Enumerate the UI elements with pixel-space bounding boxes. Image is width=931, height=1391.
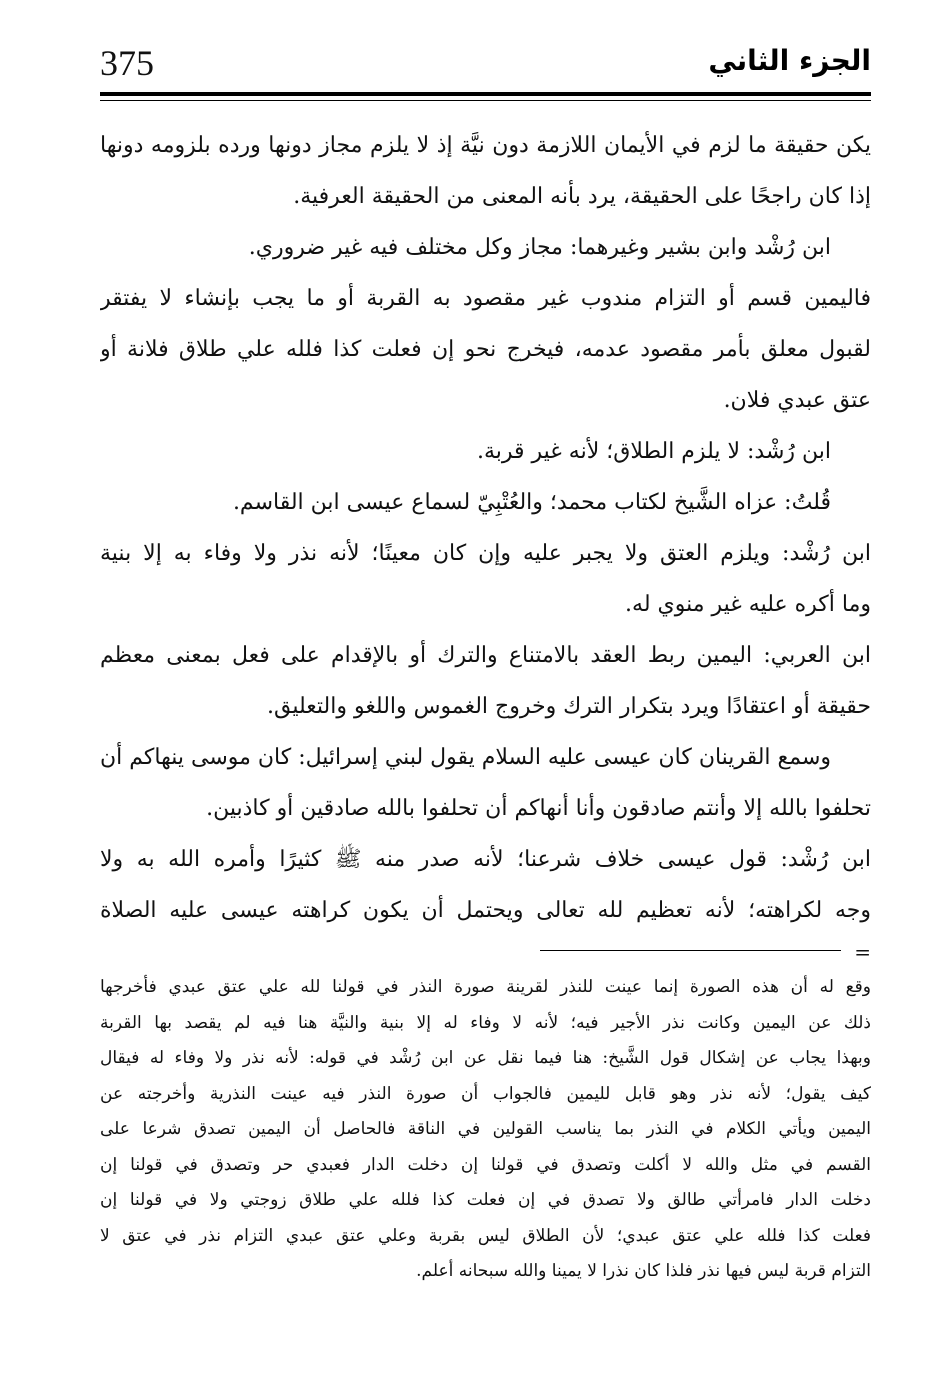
body-line: ابن رُشْد وابن بشير وغيرهما: مجاز وكل مختلف فيه غير ضروري. bbox=[248, 235, 831, 260]
footnote-line: وقع له أن هذه الصورة إنما عينت للنذر لقرينة صورة النذر في قولنا لله علي عتق عبدي فأخرجها bbox=[100, 977, 871, 997]
body-line: وسمع القرينان كان عيسى عليه السلام يقول لبني إسرائيل: كان موسى ينهاكم أن bbox=[100, 745, 831, 770]
footnote-separator-mark: = bbox=[854, 940, 871, 964]
body-line: تحلفوا بالله إلا وأنتم صادقون وأنا أنهاكم أن تحلفوا بالله صادقين أو كاذبين. bbox=[206, 796, 871, 821]
footnote-line: التزام قربة ليس فيها نذر فلذا كان نذرا لا يمينا والله سبحانه أعلم. bbox=[416, 1261, 871, 1281]
footnote-line: القسم في مثل والله لا أكلت وتصدق في قولنا إن دخلت الدار فعبدي حر وتصدق في قولنا إن bbox=[100, 1154, 871, 1175]
body-line: قُلتُ: عزاه الشَّيخ لكتاب محمد؛ والعُتْبِيّ لسماع عيسى ابن القاسم. bbox=[232, 490, 831, 515]
body-line: يكن حقيقة ما لزم في الأيمان اللازمة دون نيَّة إذ لا يلزم مجاز دونها ورده بلزومه دونها bbox=[100, 133, 871, 158]
footnote-line: وبهذا يجاب عن إشكال قول الشَّيخ: هنا فيما نقل عن ابن رُشْد في قوله: لأنه نذر ولا وفاء له فيقال bbox=[100, 1048, 871, 1068]
footnotes bbox=[100, 970, 871, 1290]
footnote-line: ذلك عن اليمين وكانت نذر الأجير فيه؛ لأنه لا وفاء له إلا بنية والنيَّة هنا فيه لم يقصد بها القربة bbox=[100, 1012, 871, 1033]
body-line: فاليمين قسم أو التزام مندوب غير مقصود به القربة أو ما يجب بإنشاء لا يفتقر bbox=[100, 286, 871, 311]
body-line: ابن العربي: اليمين ربط العقد بالامتناع والترك أو بالإقدام على فعل بمعنى معظم bbox=[100, 643, 871, 668]
body-line: ابن رُشْد: ويلزم العتق ولا يجبر عليه وإن كان معينًا؛ لأنه نذر ولا وفاء به إلا بنية bbox=[100, 541, 871, 566]
header-rule-thick bbox=[100, 92, 871, 96]
footnote-separator-line bbox=[540, 950, 841, 951]
main-text bbox=[100, 120, 871, 936]
body-line: ابن رُشْد: قول عيسى خلاف شرعنا؛ لأنه صدر منه ﷺ كثيرًا وأمره الله به ولا bbox=[100, 847, 871, 872]
footnote-line: كيف يقول؛ لأنه نذر وهو قابل لليمين فالجواب أن صورة النذر فيه عينت النذرية وأخرجته عن bbox=[100, 1083, 871, 1104]
body-line: وجه لكراهته؛ لأنه تعظيم لله تعالى ويحتمل أن يكون كراهته عيسى عليه الصلاة bbox=[100, 898, 871, 923]
footnote-line: فعلت كذا فلله علي عتق عبدي؛ لأن الطلاق ليس بقربة وعلي عتق عبدي التزام نذر في عتق لا bbox=[100, 1225, 871, 1246]
body-line: حقيقة أو اعتقادًا ويرد بتكرار الترك وخروج الغموس واللغو والتعليق. bbox=[267, 694, 871, 719]
body-line: ابن رُشْد: لا يلزم الطلاق؛ لأنه غير قربة. bbox=[476, 439, 831, 464]
body-line: عتق عبدي فلان. bbox=[723, 388, 871, 413]
footnote-line: دخلت الدار فامرأتي طالق ولا تصدق في إن فعلت كذا فلله علي طلاق زوجتي ولا في قولنا إن bbox=[100, 1190, 871, 1210]
body-line: إذا كان راجحًا على الحقيقة، يرد بأنه المعنى من الحقيقة العرفية. bbox=[293, 184, 871, 209]
header-rule-thin bbox=[100, 100, 871, 101]
body-line: لقبول معلق بأمر مقصود عدمه، فيخرج نحو إن فعلت كذا فلله علي طلاق فلانة أو bbox=[100, 337, 871, 362]
footnote-line: اليمين ويأتي الكلام في النذر بما يناسب القولين في الناقة فالحاصل أن اليمين تصدق شرعا على bbox=[100, 1119, 871, 1139]
page-number: 375 bbox=[100, 43, 154, 83]
running-title: الجزء الثاني bbox=[708, 44, 871, 77]
body-line: وما أكره عليه غير منوي له. bbox=[625, 592, 871, 617]
page-header bbox=[100, 40, 871, 94]
